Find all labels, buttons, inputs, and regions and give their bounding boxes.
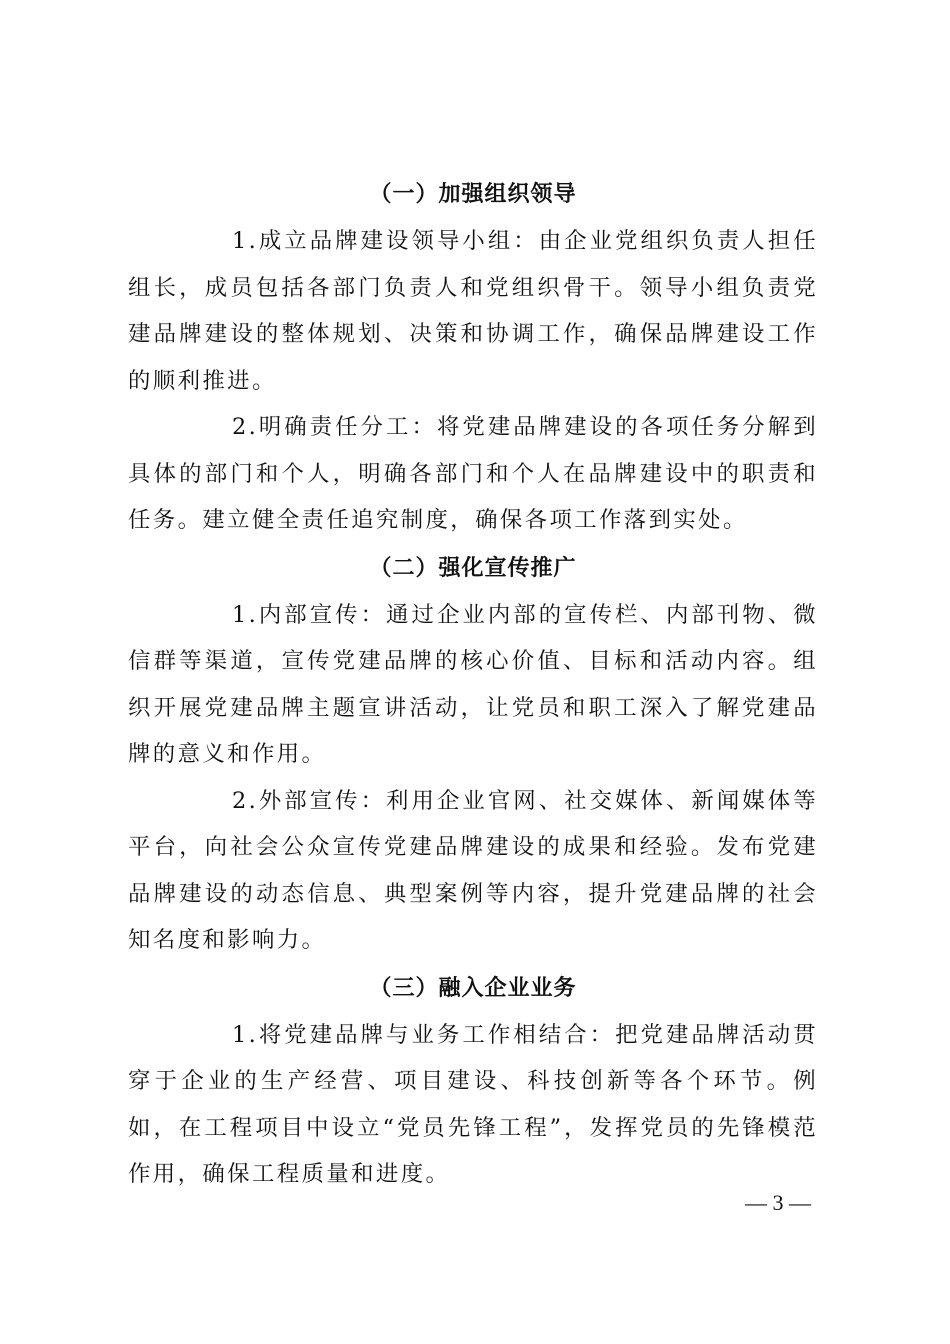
document-body (128, 170, 818, 1198)
paragraph-1-1: 1.成立品牌建设领导小组：由企业党组织负责人担任组长，成员包括各部门负责人和党组织骨干。领导小组负责党建品牌建设的整体规划、决策和协调工作，确保品牌建设工作的顺利推进。 (128, 228, 818, 394)
section-heading-2: （二）强化宣传推广 (369, 554, 577, 581)
paragraph-1-2: 2.明确责任分工：将党建品牌建设的各项任务分解到具体的部门和个人，明确各部门和个人在品牌建设中的职责和任务。建立健全责任追究制度，确保各项工作落到实处。 (128, 414, 818, 533)
paragraph-2-1: 1.内部宣传：通过企业内部的宣传栏、内部刊物、微信群等渠道，宣传党建品牌的核心价值、目标和活动内容。组织开展党建品牌主题宣讲活动，让党员和职工深入了解党建品牌的意义和作用。 (128, 601, 818, 767)
section-heading-1: （一）加强组织领导 (369, 181, 577, 207)
page-number: — 3 — (745, 1190, 811, 1215)
section-heading-3: （三）融入企业业务 (369, 974, 577, 1001)
paragraph-2-2: 2.外部宣传：利用企业官网、社交媒体、新闻媒体等平台，向社会公众宣传党建品牌建设的成果和经验。发布党建品牌建设的动态信息、典型案例等内容，提升党建品牌的社会知名度和影响力。 (128, 787, 818, 953)
paragraph-3-1: 1.将党建品牌与业务工作相结合：把党建品牌活动贯穿于企业的生产经营、项目建设、科技创新等各个环节。例如，在工程项目中设立“党员先锋工程”，发挥党员的先锋模范作用，确保工程质量和进度。 (128, 1021, 818, 1187)
